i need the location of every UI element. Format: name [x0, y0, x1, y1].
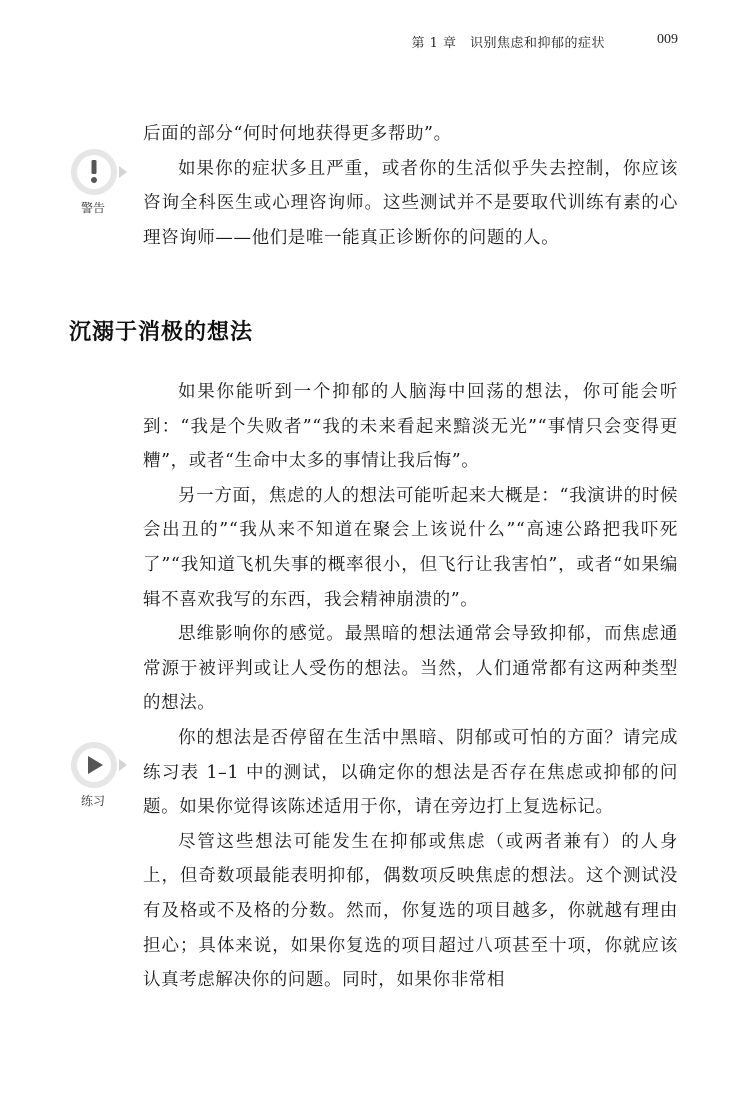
top-text-block	[143, 117, 678, 255]
paragraph: 如果你的症状多且严重，或者你的生活似乎失去控制，你应该咨询全科医生或心理咨询师。这些测试并不是要取代训练有素的心理咨询师——他们是唯一能真正诊断你的问题的人。	[143, 158, 678, 248]
paragraph: 尽管这些想法可能发生在抑郁或焦虑（或两者兼有）的人身上，但奇数项最能表明抑郁，偶数项反映焦虑的想法。这个测试没有及格或不及格的分数。然而，你复选的项目越多，你就越有理由担心；具体来说，如果你复选的项目超过八项甚至十项，你就应该认真考虑解决你的问题。同时，如果你非常相	[143, 831, 678, 991]
warning-icon	[69, 145, 129, 205]
chapter-title: 第 1 章 识别焦虑和抑郁的症状	[411, 36, 605, 51]
page-number: 009	[657, 32, 678, 47]
exercise-label: 练习	[80, 794, 105, 808]
continued-line: 后面的部分“何时何地获得更多帮助”。	[143, 124, 452, 144]
section-heading: 沉溺于消极的想法	[69, 319, 254, 345]
paragraph: 如果你能听到一个抑郁的人脑海中回荡的想法，你可能会听到：“我是个失败者”“我的未来看起来黯淡无光”“事情只会变得更糟”，或者“生命中太多的事情让我后悔”。	[143, 382, 678, 472]
paragraph: 思维影响你的感觉。最黑暗的想法通常会导致抑郁，而焦虑通常源于被评判或让人受伤的想法。当然，人们通常都有这两种类型的想法。	[143, 624, 678, 714]
warning-label: 警告	[80, 201, 105, 215]
paragraph: 你的想法是否停留在生活中黑暗、阴郁或可怕的方面？请完成练习表 1–1 中的测试，以确定你的想法是否存在焦虑或抑郁的问题。如果你觉得该陈述适用于你，请在旁边打上复选标记。	[143, 727, 678, 818]
paragraph: 另一方面，焦虑的人的想法可能听起来大概是：“我演讲的时候会出丑的”“我从来不知道在聚会上该说什么”“高速公路把我吓死了”“我知道飞机失事的概率很小，但飞行让我害怕”，或者“如果编辑不喜欢我写的东西，我会精神崩溃的”。	[143, 485, 678, 610]
play-icon	[69, 738, 129, 798]
section-body	[143, 375, 678, 998]
running-header	[0, 30, 750, 52]
